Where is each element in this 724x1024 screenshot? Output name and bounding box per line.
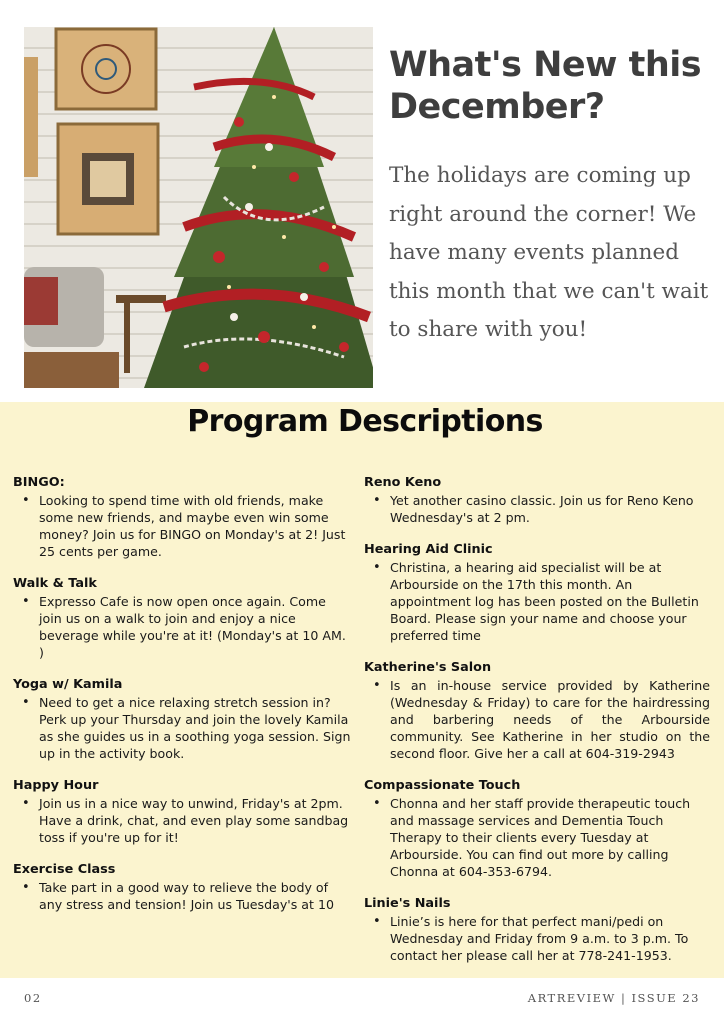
program-description: • Expresso Cafe is now open once again. Come join us on a walk to join and enjoy a nice beverage while you're at it! (Monday's at 10 AM. ) [39, 593, 351, 661]
program-description: • Linie’s is here for that perfect mani/pedi on Wednesday and Friday from 9 a.m. to 3 p.m. To contact her please call her at 778-241-1953. [390, 913, 710, 964]
program-walk-talk [13, 575, 351, 661]
program-katherines-salon [364, 659, 710, 762]
program-title: Walk & Talk [13, 576, 97, 591]
program-description: • Take part in a good way to relieve the body of any stress and tension! Join us Tuesday's at 10 [39, 879, 351, 913]
program-title: Compassionate Touch [364, 778, 521, 793]
program-title: Happy Hour [13, 778, 99, 793]
program-description: • Is an in-house service provided by Katherine (Wednesday & Friday) to care for the hairdressing and barbering needs of the Arbourside community. See Katherine in her studio on the second floor. Give her a call at 604-319-2943 [390, 677, 710, 762]
program-yoga [13, 676, 351, 762]
intro-text: The holidays are coming up right around the corner! We have many events planned this month that we can't wait to share with you! [389, 163, 709, 342]
issue-label: ARTREVIEW | ISSUE 23 [527, 991, 700, 1005]
program-title: Katherine's Salon [364, 660, 492, 675]
christmas-tree-photo [24, 27, 373, 388]
program-description: • Yet another casino classic. Join us for Reno Keno Wednesday's at 2 pm. [390, 492, 710, 526]
program-description: • Need to get a nice relaxing stretch session in? Perk up your Thursday and join the lovely Kamila as she guides us in a soothing yoga session. Sign up in the activity book. [39, 694, 351, 762]
page-number: 02 [24, 991, 42, 1005]
program-title: Yoga w/ Kamila [13, 677, 123, 692]
section-title: Program Descriptions [187, 404, 543, 439]
program-title: Linie's Nails [364, 896, 451, 911]
program-compassionate-touch [364, 777, 710, 880]
program-title: Exercise Class [13, 862, 116, 877]
program-column-right [364, 474, 710, 979]
program-description: • Looking to spend time with old friends, make some new friends, and maybe even win some money? Join us for BINGO on Monday's at 2! Just 25 cents per game. [39, 492, 351, 560]
program-title: Reno Keno [364, 475, 442, 490]
christmas-tree-illustration [24, 27, 373, 388]
program-title: Hearing Aid Clinic [364, 542, 493, 557]
program-title: BINGO: [13, 475, 65, 490]
program-column-left [13, 474, 351, 928]
program-reno-keno [364, 474, 710, 526]
program-description: • Chonna and her staff provide therapeutic touch and massage services and Dementia Touch Therapy to their clients every Tuesday at Arbourside. You can find out more by calling Chonna at 604-353-6794. [390, 795, 710, 880]
program-linies-nails [364, 895, 710, 964]
program-exercise-class [13, 861, 351, 913]
program-description: • Christina, a hearing aid specialist will be at Arbourside on the 17th this month. An appointment log has been posted on the Bulletin Board. Please sign your name and choose your preferred time [390, 559, 710, 644]
page-title: What's New this December? [389, 45, 702, 127]
program-happy-hour [13, 777, 351, 846]
program-bingo [13, 474, 351, 560]
program-hearing-aid-clinic [364, 541, 710, 644]
program-description: • Join us in a nice way to unwind, Friday's at 2pm. Have a drink, chat, and even play some sandbag toss if you're up for it! [39, 795, 351, 846]
